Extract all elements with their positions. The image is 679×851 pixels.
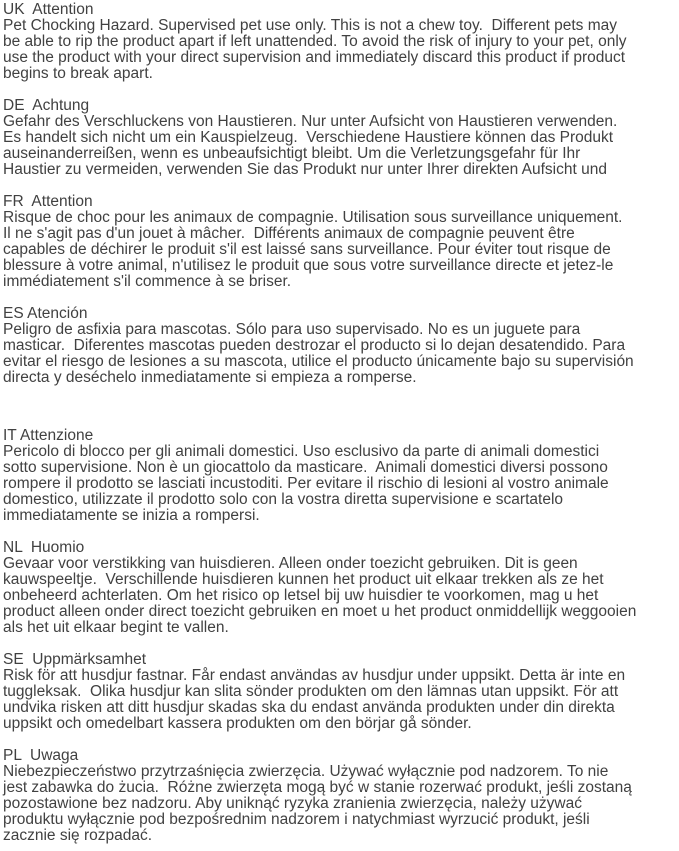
text-line: rompere il prodotto se lasciati incustoditi. Per evitare il rischio di lesioni al vostro animale bbox=[3, 475, 609, 492]
warning-section-pl bbox=[3, 748, 679, 844]
text-line: Pericolo di blocco per gli animali domestici. Uso esclusivo da parte di animali domestici bbox=[3, 443, 600, 460]
text-line: immediatamente se inizia a rompersi. bbox=[3, 507, 260, 524]
text-line: directa y deséchelo inmediatamente si empieza a romperse. bbox=[3, 369, 417, 386]
warning-section-de bbox=[3, 98, 679, 178]
text-line: capables de déchirer le produit s'il est laissé sans surveillance. Pour éviter tout risque de bbox=[3, 241, 611, 258]
warning-section-nl bbox=[3, 540, 679, 636]
warning-section-fr bbox=[3, 194, 679, 290]
text-line: pozostawione bez nadzoru. Aby uniknąć ryzyka zranienia zwierzęcia, należy używać bbox=[3, 795, 582, 812]
text-line: undvika risken att ditt husdjur skadas ska du endast använda produkten under din direkta bbox=[3, 699, 615, 716]
warning-section-uk bbox=[3, 2, 679, 82]
text-line: Peligro de asfixia para mascotas. Sólo para uso supervisado. No es un juguete para bbox=[3, 321, 581, 338]
text-line: Pet Chocking Hazard. Supervised pet use only. This is not a chew toy. Different pets may bbox=[3, 17, 617, 34]
text-line: als het uit elkaar begint te vallen. bbox=[3, 619, 229, 636]
text-line: tuggleksak. Olika husdjur kan slita sönder produkten om den lämnas utan uppsikt. För att bbox=[3, 683, 619, 700]
section-heading-se: SE Uppmärksamhet bbox=[3, 651, 146, 668]
text-line: Haustier zu vermeiden, verwenden Sie das Produkt nur unter Ihrer direkten Aufsicht und bbox=[3, 161, 607, 178]
text-line: begins to break apart. bbox=[3, 65, 153, 82]
text-line: immédiatement s'il commence à se briser. bbox=[3, 273, 292, 290]
text-line: zacznie się rozpadać. bbox=[3, 827, 153, 844]
text-line: Risk för att husdjur fastnar. Får endast användas av husdjur under uppsikt. Detta är inte en bbox=[3, 667, 626, 684]
text-line: domestico, utilizzate il prodotto solo con la vostra diretta supervisione e scartatelo bbox=[3, 491, 564, 508]
text-line: blessure à votre animal, n'utilisez le produit que sous votre surveillance directe et jetez-le bbox=[3, 257, 614, 274]
warning-section-it bbox=[3, 428, 679, 524]
text-line: evitar el riesgo de lesiones a su mascota, utilice el producto únicamente bajo su supervisión bbox=[3, 353, 634, 370]
text-line: produktu wyłącznie pod bezpośrednim nadzorem i natychmiast wyrzucić produkt, jeśli bbox=[3, 811, 590, 828]
text-line: Il ne s'agit pas d'un jouet à mâcher. Différents animaux de compagnie peuvent être bbox=[3, 225, 575, 242]
text-line: onbeheerd achterlaten. Om het risico op letsel bij uw huisdier te voorkomen, mag u het bbox=[3, 587, 599, 604]
text-line: product alleen onder direct toezicht gebruiken en moet u het product onmiddellijk weggooien bbox=[3, 603, 637, 620]
text-line: jest zabawka do żucia. Różne zwierzęta mogą być w stanie rozerwać produkt, jeśli zostaną bbox=[3, 779, 632, 796]
section-heading-es: ES Atención bbox=[3, 305, 88, 322]
section-heading-de: DE Achtung bbox=[3, 97, 90, 114]
text-line: auseinanderreißen, wenn es unbeaufsichtigt bleibt. Um die Verletzungsgefahr für Ihr bbox=[3, 145, 581, 162]
text-line: be able to rip the product apart if left unattended. To avoid the risk of injury to your pet, only bbox=[3, 33, 627, 50]
section-heading-uk: UK Attention bbox=[3, 1, 94, 18]
section-heading-nl: NL Huomio bbox=[3, 539, 85, 556]
text-line: uppsikt och omedelbart kassera produkten om den börjar gå sönder. bbox=[3, 715, 472, 732]
text-line: Es handelt sich nicht um ein Kauspielzeug. Verschiedene Haustiere können das Produkt bbox=[3, 129, 614, 146]
section-heading-pl: PL Uwaga bbox=[3, 747, 79, 764]
warning-section-se bbox=[3, 652, 679, 732]
text-line: sotto supervisione. Non è un giocattolo da masticare. Animali domestici diversi possono bbox=[3, 459, 608, 476]
text-line: Gefahr des Verschluckens von Haustieren. Nur unter Aufsicht von Haustieren verwenden. bbox=[3, 113, 618, 130]
text-line: Niebezpieczeństwo przytrzaśnięcia zwierzęcia. Używać wyłącznie pod nadzorem. To nie bbox=[3, 763, 609, 780]
section-heading-fr: FR Attention bbox=[3, 193, 93, 210]
section-heading-it: IT Attenzione bbox=[3, 427, 94, 444]
text-line: Risque de choc pour les animaux de compagnie. Utilisation sous surveillance uniquement. bbox=[3, 209, 623, 226]
text-line: kauwspeeltje. Verschillende huisdieren kunnen het product uit elkaar trekken als ze het bbox=[3, 571, 604, 588]
text-line: masticar. Diferentes mascotas pueden destrozar el producto si lo dejan desatendido. Para bbox=[3, 337, 626, 354]
text-line: Gevaar voor verstikking van huisdieren. Alleen onder toezicht gebruiken. Dit is geen bbox=[3, 555, 578, 572]
warning-section-es bbox=[3, 306, 679, 386]
text-line: use the product with your direct supervision and immediately discard this product if product bbox=[3, 49, 626, 66]
